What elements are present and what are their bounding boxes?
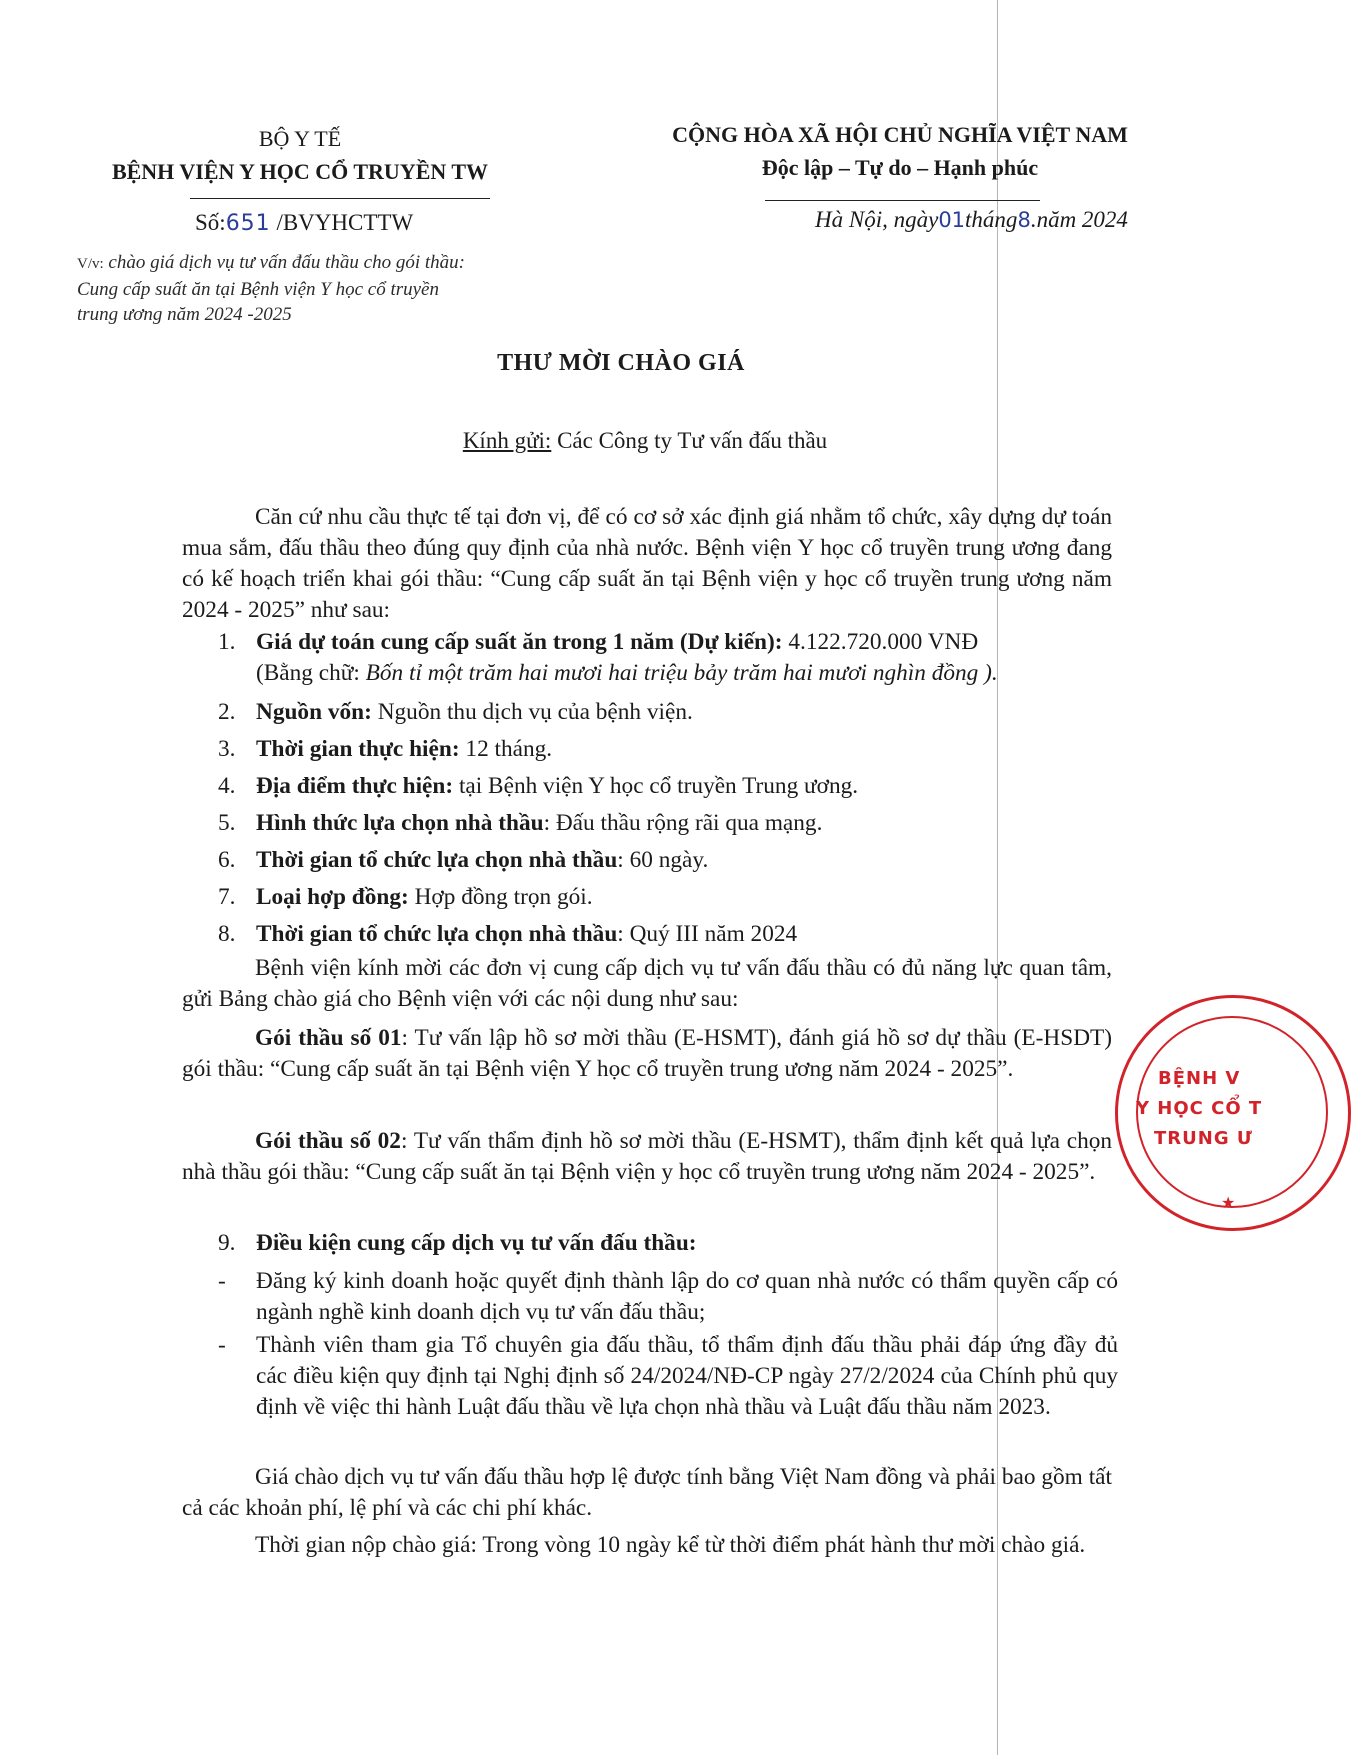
item-value: : Đấu thầu rộng rãi qua mạng. <box>543 810 823 836</box>
vv-label: V/v: <box>77 256 104 272</box>
list-item-9: 9. Điều kiện cung cấp dịch vụ tư vấn đấu thầu: <box>218 1230 697 1256</box>
item-label: Thời gian thực hiện: <box>256 736 460 762</box>
deadline-paragraph: Thời gian nộp chào giá: Trong vòng 10 ngày kể từ thời điểm phát hành thư mời chào giá. <box>255 1532 1086 1558</box>
star-icon: ★ <box>1221 1193 1236 1212</box>
item-label: Hình thức lựa chọn nhà thầu <box>256 810 544 836</box>
package-1-text: : Tư vấn lập hồ sơ mời thầu (E-HSMT), đánh giá hồ sơ dự thầu (E-HSDT) gói thầu: “Cung cấp suất ăn tại Bệnh viện Y học cổ truyền trung ương năm 2024 - 2025”. <box>182 1025 1113 1082</box>
header-left <box>60 122 540 188</box>
list-item-4: 4. Địa điểm thực hiện: tại Bệnh viện Y học cổ truyền Trung ương. <box>218 773 859 799</box>
document-date <box>815 207 1128 233</box>
item-label: Nguồn vốn: <box>256 699 372 725</box>
document-number <box>195 210 413 236</box>
vv-line-2: Cung cấp suất ăn tại Bệnh viện Y học cổ truyền <box>77 279 439 300</box>
stamp-line-3: TRUNG Ư <box>1154 1128 1253 1149</box>
letter-title: THƯ MỜI CHÀO GIÁ <box>497 350 745 376</box>
date-prefix: Hà Nội, ngày <box>815 207 939 232</box>
package-2-text: : Tư vấn thẩm định hồ sơ mời thầu (E-HSMT), thẩm định kết quả lựa chọn nhà thầu gói thầu: “Cung cấp suất ăn tại Bệnh viện y học cổ truyền trung ương năm 2024 - 2025”. <box>182 1128 1113 1185</box>
invite-paragraph: Bệnh viện kính mời các đơn vị cung cấp dịch vụ tư vấn đấu thầu có đủ năng lực quan tâm, gửi Bảng chào giá cho Bệnh viện với các nội dung như sau: <box>182 955 1112 1012</box>
nation-name: CỘNG HÒA XÃ HỘI CHỦ NGHĨA VIỆT NAM <box>672 122 1128 147</box>
item-value: : 60 ngày. <box>617 847 709 873</box>
hospital-name: BỆNH VIỆN Y HỌC CỔ TRUYỀN TW <box>111 159 489 184</box>
recipient-label: Kính gửi: <box>462 428 552 453</box>
list-item-6: 6. Thời gian tổ chức lựa chọn nhà thầu: 60 ngày. <box>218 847 709 873</box>
package-2-label: Gói thầu số 02 <box>255 1128 401 1154</box>
so-suffix: /BVYHCTTW <box>270 210 414 235</box>
stamp-line-1: BỆNH V <box>1158 1068 1241 1089</box>
header-left-rule <box>190 198 490 199</box>
date-day: 01 <box>938 208 966 232</box>
item-label: Giá dự toán cung cấp suất ăn trong 1 năm (Dự kiến): <box>256 629 783 655</box>
item-label: Loại hợp đồng: <box>256 884 409 910</box>
vv-line-1: chào giá dịch vụ tư vấn đấu thầu cho gói thầu: <box>103 252 465 273</box>
amount-in-words: Bốn tỉ một trăm hai mươi hai triệu bảy trăm hai mươi nghìn đồng ). <box>365 660 998 686</box>
list-item-2: 2. Nguồn vốn: Nguồn thu dịch vụ của bệnh viện. <box>218 699 693 725</box>
vv-line-3: trung ương năm 2024 -2025 <box>77 304 292 325</box>
condition-item-2: - Thành viên tham gia Tổ chuyên gia đấu thầu, tổ thẩm định đấu thầu phải đáp ứng đầy đủ các điều kiện quy định tại Nghị định số 24/2024/NĐ-CP ngày 27/2/2024 của Chính phủ quy định về việc thi hành Luật đấu thầu về lựa chọn nhà thầu và Luật đấu thầu năm 2023. <box>218 1332 1118 1420</box>
list-item-8: 8. Thời gian tổ chức lựa chọn nhà thầu: Quý III năm 2024 <box>218 921 798 947</box>
stamp-line-2: Y HỌC CỔ T <box>1136 1098 1263 1119</box>
item-value: : Quý III năm 2024 <box>617 921 798 947</box>
so-handwritten: 651 <box>225 211 271 236</box>
date-suffix: .năm 2024 <box>1030 207 1128 232</box>
date-month-label: tháng <box>965 207 1018 232</box>
item-value: Hợp đồng trọn gói. <box>408 884 593 910</box>
item-label: Địa điểm thực hiện: <box>256 773 454 799</box>
package-2 <box>182 1126 1112 1188</box>
recipient-line <box>0 428 1290 454</box>
so-label: Số: <box>195 210 226 235</box>
motto: Độc lập – Tự do – Hạnh phúc <box>761 155 1039 180</box>
item-value: tại Bệnh viện Y học cổ truyền Trung ương. <box>453 773 859 799</box>
ministry-name: BỘ Y TẾ <box>258 126 342 151</box>
date-month: 8 <box>1017 208 1031 232</box>
condition-item-1: - Đăng ký kinh doanh hoặc quyết định thành lập do cơ quan nhà nước có thẩm quyền cấp có ngành nghề kinh doanh dịch vụ tư vấn đấu thầu; <box>218 1268 1118 1325</box>
header-right <box>580 118 1220 184</box>
package-1 <box>182 1023 1112 1085</box>
item-label: Thời gian tổ chức lựa chọn nhà thầu <box>256 847 618 873</box>
intro-paragraph: Căn cứ nhu cầu thực tế tại đơn vị, để có cơ sở xác định giá nhằm tổ chức, xây dựng dự toán mua sắm, đấu thầu theo đúng quy định của nhà nước. Bệnh viện Y học cổ truyền trung ương đang có kế hoạch triển khai gói thầu: “Cung cấp suất ăn tại Bệnh viện y học cổ truyền trung ương năm 2024 - 2025” như sau: <box>182 504 1112 623</box>
list-item-1: 1. Giá dự toán cung cấp suất ăn trong 1 năm (Dự kiến): 4.122.720.000 VNĐ <box>218 629 979 655</box>
subject-block <box>77 250 597 327</box>
recipient-value: Các Công ty Tư vấn đấu thầu <box>551 428 828 453</box>
list-item-1-words: (Bằng chữ: Bốn tỉ một trăm hai mươi hai triệu bảy trăm hai mươi nghìn đồng ). <box>256 660 998 686</box>
header-right-rule <box>765 200 1040 201</box>
item-value: 4.122.720.000 VNĐ <box>782 629 979 655</box>
item-value: Nguồn thu dịch vụ của bệnh viện. <box>371 699 693 725</box>
item-label: Điều kiện cung cấp dịch vụ tư vấn đấu thầu: <box>256 1230 697 1256</box>
package-1-label: Gói thầu số 01 <box>255 1025 402 1051</box>
item-value: 12 tháng. <box>459 736 553 762</box>
list-item-3: 3. Thời gian thực hiện: 12 tháng. <box>218 736 553 762</box>
list-item-7: 7. Loại hợp đồng: Hợp đồng trọn gói. <box>218 884 593 910</box>
price-paragraph: Giá chào dịch vụ tư vấn đấu thầu hợp lệ được tính bằng Việt Nam đồng và phải bao gồm tất cả các khoản phí, lệ phí và các chi phí khác. <box>182 1464 1112 1521</box>
list-item-5: 5. Hình thức lựa chọn nhà thầu: Đấu thầu rộng rãi qua mạng. <box>218 810 823 836</box>
item-label: Thời gian tổ chức lựa chọn nhà thầu <box>256 921 618 947</box>
official-stamp <box>1115 995 1351 1231</box>
